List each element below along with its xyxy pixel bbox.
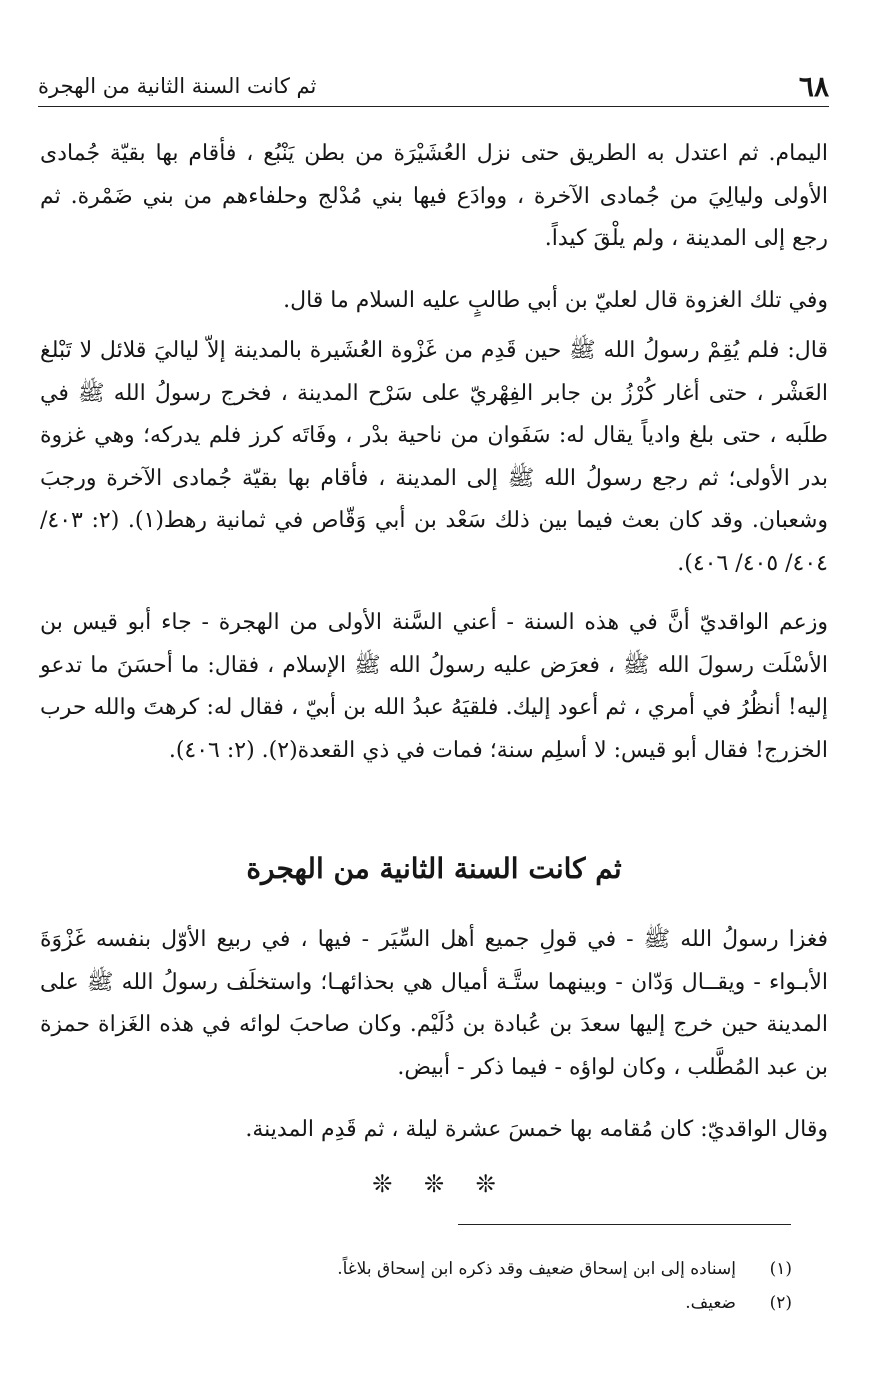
footnote-text: ضعيف. xyxy=(685,1293,736,1313)
page-header xyxy=(38,66,829,107)
footnotes xyxy=(40,1252,792,1320)
footnote-text: إسناده إلى ابن إسحاق ضعيف وقد ذكره ابن إسحاق بلاغاً. xyxy=(337,1259,736,1279)
footnote-2 xyxy=(40,1286,792,1320)
paragraph-4: وزعم الواقديّ أنَّ في هذه السنة - أعني السَّنة الأولى من الهجرة - جاء أبو قيس بن الأسْلَت رسولَ الله ﷺ ، فعرَض عليه رسولُ الله ﷺ الإسلام ، فقال: ما أحسَنَ ما تدعو إليه! أنظُرُ في أمري ، ثم أعود إليك. فلقيَهُ عبدُ الله بن أبيّ ، فقال له: كرهتَ والله حرب الخزرج! فقال أبو قيس: لا أسلِم سنة؛ فمات في ذي القعدة(٢). (٢: ٤٠٦). xyxy=(40,610,828,763)
paragraph-2: وفي تلك الغزوة قال لعليّ بن أبي طالبٍ عليه السلام ما قال. xyxy=(283,288,828,313)
page-number: ٦٨ xyxy=(798,69,829,103)
paragraph-3: قال: فلم يُقِمْ رسولُ الله ﷺ حين قَدِم من غَزْوة العُشَيرة بالمدينة إلاّ لياليَ قلائل لا تَبْلغ العَشْر ، حتى أغار كُرْزُ بن جابر الفِهْريّ على سَرْح المدينة ، فخرج رسولُ الله ﷺ في طلَبه ، حتى بلغ وادياً يقال له: سَفَوان من ناحية بدْر ، وفَاتَه كرز فلم يدركه؛ وهي غزوة بدر الأولى؛ ثم رجع رسولُ الله ﷺ إلى المدينة ، فأقام بها بقيّة جُمادى الآخرة ورجبَ وشعبان. وقد كان بعث فيما بين ذلك سَعْد بن أبي وَقّاص في ثمانية رهط(١). (٢: ٤٠٣/ ٤٠٤/ ٤٠٥/ ٤٠٦). xyxy=(40,338,829,576)
section-separator: ❊ ❊ ❊ xyxy=(372,1170,496,1198)
paragraph-1: اليمام. ثم اعتدل به الطريق حتى نزل العُشَيْرَة من بطن يَنْبُع ، فأقام بها بقيّة جُمادى الأولى وليالِيَ من جُمادى الآخرة ، ووادَع فيها بني مُدْلج وحلفاءهم من بني ضَمْرة. ثم رجع إلى المدينة ، ولم يلْقَ كيداً. xyxy=(40,141,828,251)
footnote-1 xyxy=(40,1252,792,1286)
paragraph-6: وقال الواقديّ: كان مُقامه بها خمسَ عشرة ليلة ، ثم قَدِم المدينة. xyxy=(245,1117,828,1142)
running-title: ثم كانت السنة الثانية من الهجرة xyxy=(38,74,317,98)
footnote-number: (١) xyxy=(769,1259,792,1279)
footnote-divider xyxy=(458,1224,791,1225)
paragraph-5: فغزا رسولُ الله ﷺ - في قولِ جميع أهل السِّيَر - فيها ، في ربيع الأوّل بنفسه غَزْوَةَ الأبـواء - ويقــال وَدّان - وبينهما ستَّـة أميال هي بحذائهـا؛ واستخلَف رسولُ الله ﷺ على المدينة حين خرج إليها سعدَ بن عُبادة بن دُلَيْم. وكان صاحبَ لوائه في هذه الغَزاة حمزة بن عبد المُطَّلب ، وكان لواؤه - فيما ذكر - أبيض. xyxy=(40,927,828,1080)
section-heading: ثم كانت السنة الثانية من الهجرة xyxy=(246,852,622,885)
footnote-number: (٢) xyxy=(769,1293,792,1313)
